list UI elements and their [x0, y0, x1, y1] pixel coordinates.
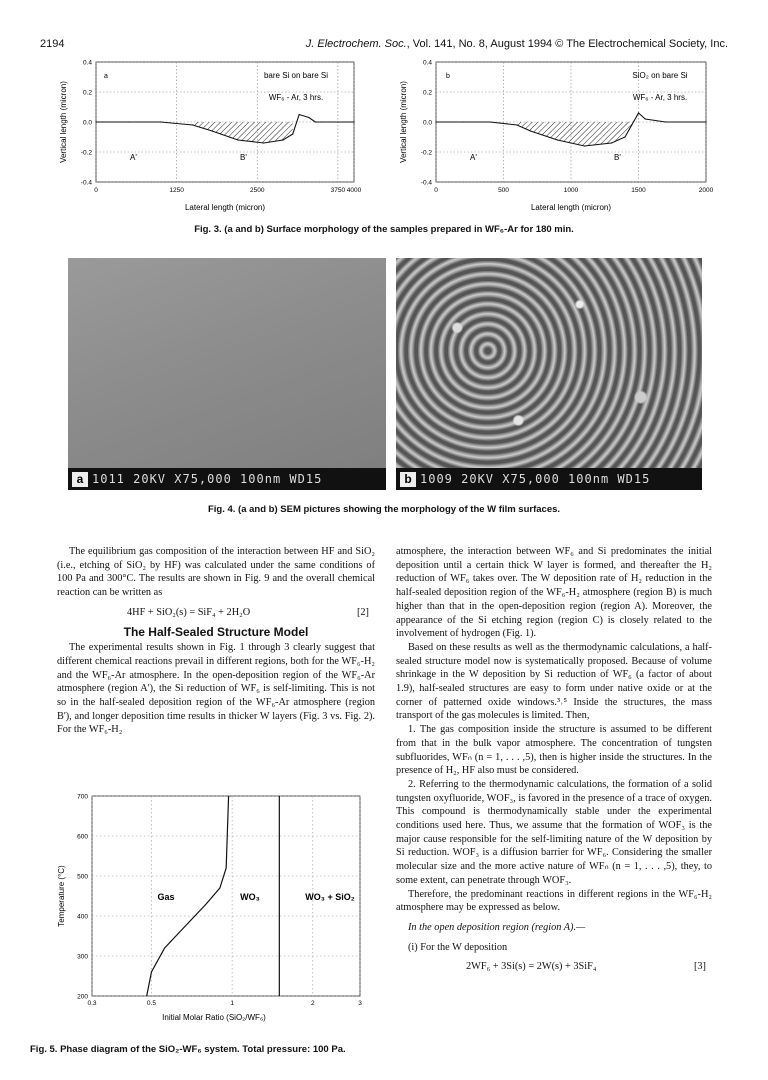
fig3b-region-left: A' [470, 153, 477, 162]
fig3a-ytick-1: 0.2 [82, 89, 92, 97]
fig5-xtick-3: 2 [310, 1000, 315, 1007]
sem-a-tag: a [72, 472, 88, 487]
fig3a-ytick-2: 0.0 [82, 119, 92, 127]
fig3a-ylabel: Vertical length (micron) [59, 81, 68, 163]
fig3a-point-3 [192, 124, 193, 125]
fig3a-hatched-area [193, 122, 293, 143]
fig3a-point-13 [353, 121, 354, 122]
sem-b-info: 1009 20KV X75,000 100nm WD15 [396, 468, 702, 490]
sem-b-tag: b [400, 472, 416, 487]
fig3b-region-right: B' [614, 153, 621, 162]
fig3a-point-5 [237, 139, 238, 140]
left-column [57, 545, 375, 737]
fig3b-point-7 [611, 142, 612, 143]
citation-details: , Vol. 141, No. 8, August 1994 © The Electrochemical Society, Inc. [406, 38, 728, 50]
fig3a-marks [95, 114, 354, 144]
fig3b-point-2 [489, 121, 490, 122]
fig3b-xlabel: Lateral length (micron) [530, 203, 612, 212]
fig5-region-gas: Gas [157, 892, 175, 902]
fig3b-ytick-0: 0.4 [422, 59, 432, 67]
right-item-2: 2. Referring to the thermodynamic calculations, the formation of a solid tungsten oxyfluoride, WOF₃, is favored in the presence of a trace of oxygen. This compound is thermodynamically stable under the experimental conditions used here. Thus, we assume that the formation of WOF₃ is the major cause responsible for the self-limiting nature of the W deposition by Si reduction. WOF₃ is a diffusion barrier for WF₆. Considering the smaller molecular size and the more active nature of WFₙ (n = 1, . . . ,5), they, to some extent, can penetrate through WOF₃. [396, 778, 712, 886]
fig5-ytick-3: 400 [77, 913, 88, 921]
fig3b-hatched-area [517, 122, 632, 146]
fig3b-xtick-0: 0 [434, 187, 438, 194]
fig3a-point-4 [212, 130, 213, 131]
fig5-region-wo3-sio2: WO₃ + SiO₂ [305, 892, 355, 902]
fig3a-xtick-4: 4000 [346, 187, 362, 194]
left-para-1: The equilibrium gas composition of the interaction between HF and SiO₂ (i.e., etching of SiO₂ by HF) was calculated under the same conditions of 100 Pa and 300°C. The results are shown in Fig. 9 and the overall chemical reaction can be written as [57, 546, 375, 599]
fig3a-ytick-4: -0.4 [80, 179, 92, 187]
equation-3-body: 2WF₆ + 3Si(s) = 2W(s) + 3SiF₄ [466, 961, 597, 973]
fig3b-point-8 [624, 136, 625, 137]
fig3b-point-10 [638, 112, 639, 113]
fig3a-legend-line1: bare Si on bare Si [263, 71, 329, 80]
fig3a-point-6 [263, 142, 264, 143]
fig5-chart [54, 790, 374, 1030]
fig3b-point-1 [462, 121, 463, 122]
journal-citation [306, 38, 728, 50]
fig3b-legend-line2: WF₆ - Ar, 3 hrs. [632, 93, 688, 102]
fig3a-point-7 [282, 139, 283, 140]
right-para-2: Based on these results as well as the thermodynamic calculations, a half-sealed structure model now is systematically proposed. Because of volume shrinkage in the W deposition by Si reduction of WF₆ (a factor of about 1.9), half-sealed structures are easy to form under native oxide or at the corner of patterned oxide windows.³˒⁵ Inside the structures, the mass transport of the gas molecules is limited. Then, [396, 641, 712, 722]
fig3a-point-9 [299, 114, 300, 115]
right-item-1: 1. The gas composition inside the structure is assumed to be different from that in the bulk vapor atmosphere. The concentration of tungsten subfluorides, WFₙ (n = 1, . . . ,5), then is higher inside the structures. In the presence of H₂, HF also must be considered. [396, 724, 712, 777]
fig3a-point-1 [128, 121, 129, 122]
fig3b-ytick-4: -0.4 [420, 179, 432, 187]
fig3b-xtick-2: 1000 [563, 187, 579, 194]
right-para-1: atmosphere, the interaction between WF₆ and Si predominates the initial deposition until a certain thick W layer is formed, and thereafter the H₂ reduction of WF₆ takes over. The W deposition rate of H₂ reduction in the half-sealed deposition region of the WF₆-H₂ atmosphere (region B) is much higher than that in the open-deposition region (region A). Moreover, the appearance of the Si etching region (region C) is closely related to the involvement of hydrogen (Fig. 1). [396, 546, 712, 640]
fig5-caption: Fig. 5. Phase diagram of the SiO₂-WF₆ system. Total pressure: 100 Pa. [30, 1044, 346, 1055]
fig3b-point-0 [435, 121, 436, 122]
fig5-ytick-5: 200 [77, 993, 88, 1001]
fig3b-marks [435, 112, 706, 146]
fig3a-point-11 [315, 121, 316, 122]
sub-heading: (i) For the W deposition [408, 941, 508, 953]
sem-image-b [396, 258, 702, 490]
fig5-xtick-0: 0.3 [87, 1000, 97, 1007]
fig3b-point-11 [645, 118, 646, 119]
fig3b-ytick-2: 0.0 [422, 119, 432, 127]
fig3a-ytick-0: 0.4 [82, 59, 92, 67]
fig5-ytick-1: 600 [77, 833, 88, 841]
fig3a-panel-label: a [104, 73, 108, 80]
fig3a-xtick-0: 0 [94, 187, 98, 194]
fig3b-xtick-1: 500 [498, 187, 509, 194]
fig3a-xlabel: Lateral length (micron) [184, 203, 266, 212]
fig5-ytick-0: 700 [77, 793, 88, 801]
fig3b-ytick-1: 0.2 [422, 89, 432, 97]
fig3b-legend-line1: SiO₂ on bare Si [632, 71, 688, 80]
section-title: The Half-Sealed Structure Model [123, 624, 309, 639]
fig3b-point-13 [705, 121, 706, 122]
fig3a-region-left: A' [130, 153, 137, 162]
fig5-ytick-2: 500 [77, 873, 88, 881]
fig3a-point-10 [308, 117, 309, 118]
running-header [40, 38, 728, 54]
fig3a-region-right: B' [240, 153, 247, 162]
fig5-ytick-4: 300 [77, 953, 88, 961]
right-para-3: Therefore, the predominant reactions in different regions in the WF₆-H₂ atmosphere may be expressed as below. [396, 888, 712, 914]
fig3b-xtick-4: 2000 [698, 187, 714, 194]
equation-3 [396, 960, 712, 974]
fig3b-point-4 [530, 130, 531, 131]
fig3b-ylabel: Vertical length (micron) [399, 81, 408, 163]
fig3b-point-3 [516, 124, 517, 125]
fig5-ylabel: Temperature (°C) [57, 865, 66, 927]
equation-2-number: [2] [356, 606, 369, 618]
fig3b-point-6 [584, 145, 585, 146]
fig3b-point-12 [665, 121, 666, 122]
fig3b-ytick-3: -0.2 [420, 149, 432, 157]
right-column [396, 545, 712, 980]
fig4-caption: Fig. 4. (a and b) SEM pictures showing the morphology of the W film surfaces. [207, 504, 561, 515]
equation-3-number: [3] [693, 961, 706, 973]
fig3a-point-8 [292, 133, 293, 134]
fig3a-xtick-2: 2500 [250, 187, 265, 194]
fig3a-point-12 [321, 121, 322, 122]
sem-a-info: 1011 20KV X75,000 100nm WD15 [68, 468, 386, 490]
left-para-2: The experimental results shown in Fig. 1 through 3 clearly suggest that different chemical reactions prevail in different regions, both for the WF₆-H₂ and the WF₆-Ar atmosphere. In the open-deposition region of the WF₆-Ar atmosphere (region A'), the Si reduction of WF₆ is self-limiting. This is not so in the half-sealed deposition region of the WF₆-Ar atmosphere (region B'), and longer deposition time results in thicker W layers (Fig. 3 vs. Fig. 2). For the WF₆-H₂ [57, 642, 375, 736]
fig3a-chart [58, 58, 368, 216]
fig3b-xtick-3: 1500 [631, 187, 646, 194]
sem-image-a [68, 258, 386, 490]
fig3b-point-5 [557, 139, 558, 140]
fig3a-ytick-3: -0.2 [80, 149, 92, 157]
fig5-region-wo3: WO₃ [240, 892, 260, 902]
fig3a-legend-line2: WF₆ - Ar, 3 hrs. [268, 93, 324, 102]
page-number: 2194 [40, 38, 65, 50]
fig3b-panel-label: b [446, 73, 450, 80]
equation-2 [57, 606, 375, 620]
fig3b-chart [398, 58, 718, 216]
fig3a-point-0 [95, 121, 96, 122]
fig3a-xtick-1: 1250 [169, 187, 184, 194]
fig3a-point-2 [160, 121, 161, 122]
region-heading: In the open deposition region (region A).— [408, 921, 586, 933]
fig3b-point-9 [631, 124, 632, 125]
fig5-xtick-4: 3 [358, 1000, 362, 1007]
fig5-xtick-2: 1 [230, 1000, 234, 1007]
fig3-caption: Fig. 3. (a and b) Surface morphology of the samples prepared in WF₆-Ar for 180 min. [194, 224, 574, 235]
equation-2-body: 4HF + SiO₂(s) = SiF₄ + 2H₂O [127, 606, 251, 618]
fig3a-xtick-3: 3750 [330, 187, 346, 194]
fig5-xtick-1: 0.5 [146, 1000, 156, 1007]
journal-name: J. Electrochem. Soc. [305, 38, 407, 50]
fig5-xlabel: Initial Molar Ratio (SiO₂/WF₆) [162, 1013, 266, 1022]
